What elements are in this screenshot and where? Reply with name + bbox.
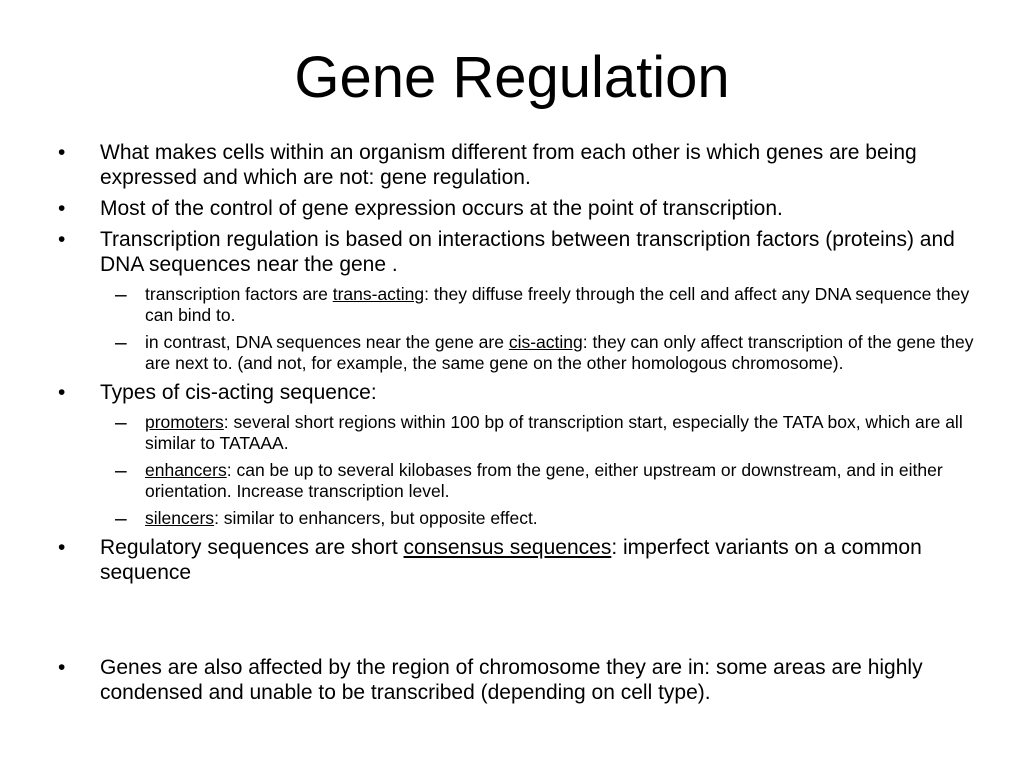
dash-mark: – [115, 507, 127, 530]
sub-text: : they diffuse freely through the cell and affect any DNA sequence they can bind to. [145, 284, 970, 325]
bullet-list [55, 140, 975, 711]
bullet-item [55, 655, 975, 705]
bullet-text: : imperfect variants on a common sequence [100, 536, 922, 584]
bullet-text: Regulatory sequences are short [100, 536, 404, 559]
bullet-item [55, 227, 975, 374]
bullet-mark: • [58, 536, 66, 559]
bullet-mark: • [58, 656, 66, 679]
sub-item [100, 284, 975, 326]
term-silencers: silencers [145, 508, 215, 528]
sub-item [100, 460, 975, 502]
bullet-text: Most of the control of gene expression occurs at the point of transcription. [100, 197, 783, 220]
bullet-mark: • [58, 197, 66, 220]
bullet-mark: • [58, 381, 66, 404]
bullet-text: Genes are also affected by the region of chromosome they are in: some areas are highly condensed and unable to be transcribed (depending on cell type). [100, 656, 923, 704]
sub-list [100, 412, 975, 529]
term-enhancers: enhancers [145, 460, 227, 480]
dash-mark: – [115, 459, 127, 482]
dash-mark: – [115, 411, 127, 434]
bullet-item [55, 140, 975, 190]
dash-mark: – [115, 331, 127, 354]
bullet-text: What makes cells within an organism different from each other is which genes are being expressed and which are not: gene regulation. [100, 141, 917, 189]
bullet-text: Types of cis-acting sequence: [100, 381, 377, 404]
bullet-item [55, 196, 975, 221]
sub-text: transcription factors are [145, 284, 333, 304]
sub-text: : similar to enhancers, but opposite effect. [214, 508, 538, 528]
sub-item [100, 332, 975, 374]
bullet-mark: • [58, 228, 66, 251]
term-trans-acting: trans-acting [332, 284, 425, 304]
dash-mark: – [115, 283, 127, 306]
sub-text: in contrast, DNA sequences near the gene are [145, 332, 509, 352]
sub-item [100, 508, 975, 529]
term-consensus-sequences: consensus sequences [403, 536, 612, 559]
term-cis-acting: cis-acting [508, 332, 583, 352]
bullet-item [55, 535, 975, 585]
slide-title: Gene Regulation [294, 45, 730, 110]
term-promoters: promoters [145, 412, 224, 432]
sub-list [100, 284, 975, 374]
sub-text: : can be up to several kilobases from the gene, either upstream or downstream, and in either orientation. Increase transcription level. [145, 460, 943, 501]
bullet-text: Transcription regulation is based on interactions between transcription factors (proteins) and DNA sequences near the gene . [100, 228, 955, 276]
sub-text: : several short regions within 100 bp of transcription start, especially the TATA box, which are all similar to TATAAA. [145, 412, 963, 453]
bullet-mark: • [58, 141, 66, 164]
sub-item [100, 412, 975, 454]
bullet-item [55, 380, 975, 529]
sub-text: : they can only affect transcription of the gene they are next to. (and not, for example, the same gene on the other homologous chromosome). [145, 332, 974, 373]
